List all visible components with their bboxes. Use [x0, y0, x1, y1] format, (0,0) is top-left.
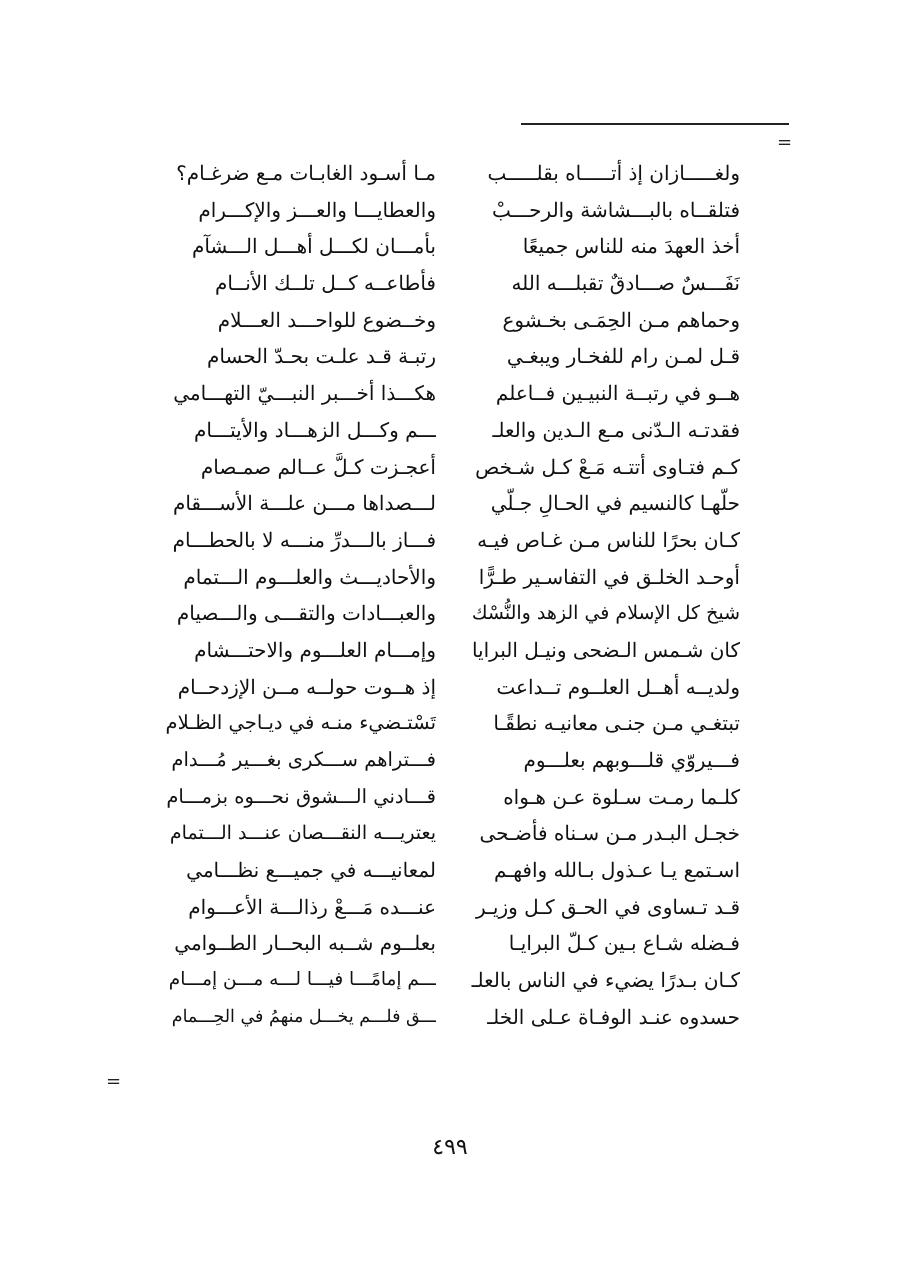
- verse-line: فـضله شـاع بـين كـلّ البرايـا: [508, 931, 740, 956]
- verse-line: أعجـزت كـلَّ عــالم صمـصام: [200, 454, 436, 479]
- verse-line: والأحاديـــث والعلـــوم الـــتمام: [183, 564, 436, 589]
- verse-line: ولغـــــازان إذ أتـــــاه بقلـــــب: [487, 161, 740, 185]
- verse-line: فقدتـه الـدّنى مـع الـدين والعلـ: [492, 417, 740, 442]
- verse-line: حلّهـا كالنسيم في الحـالِ جـلّي: [490, 491, 740, 516]
- verse-line: اسـتمع يـا عـذول بـالله وافهـم: [494, 858, 740, 883]
- verse-line: والعطايـــا والعـــز والإكـــرام: [198, 197, 436, 222]
- verse-line: مـا أسـود الغابـات مـع ضرغـام؟: [176, 161, 436, 185]
- verse-line: وخــضوع للواحـــد العـــلام: [217, 307, 436, 332]
- footnote-separator-line: [521, 123, 789, 125]
- verse-line: شيخ كل الإسلام في الزهد والنُّسْك: [471, 602, 740, 625]
- verse-line: فأطاعــه كــل تلــك الأنــام: [215, 271, 436, 296]
- verse-line: خجـل البـدر مـن سـناه فأضـحى: [479, 821, 740, 846]
- verse-line: بأمـــان لكـــل أهـــل الـــشآم: [191, 234, 436, 259]
- verse-line: هــو في رتبــة النبيـين فــاعلم: [495, 381, 740, 406]
- verse-line: كـم فتـاوى أتتـه مَـعْ كـل شـخص: [475, 454, 740, 479]
- poem-first-hemistich-column: [470, 155, 740, 1036]
- verse-line: فـــتراهم ســـكرى بغـــير مُـــدام: [171, 748, 436, 771]
- verse-line: أوحـد الخلـق في التفاسـير طـرًّا: [478, 564, 740, 589]
- page-number: ٤٩٩: [432, 1135, 468, 1160]
- verse-line: يعتريـــه النقـــصان عنـــد الـــتمام: [169, 822, 436, 845]
- verse-line: كـان بـدرًا يضيء في الناس بالعلـ: [471, 968, 740, 993]
- verse-line: فـــاز بالـــدرِّ منـــه لا بالحطـــام: [172, 527, 436, 552]
- verse-line: كلـما رمـت سـلوة عـن هـواه: [503, 784, 740, 809]
- verse-line: رتبـة قـد علـت بحـدّ الحسام: [207, 344, 436, 369]
- verse-line: وحماهم مـن الحِمَـى بخـشوع: [502, 307, 740, 332]
- verse-line: قـد تـساوى في الحـق كـل وزيـر: [475, 894, 740, 919]
- verse-line: لـــصداها مـــن علـــة الأســـقام: [172, 491, 436, 516]
- verse-line: بعلــوم شــبه البحــار الطــوامي: [174, 931, 436, 956]
- verse-line: ـــم إمامًـــا فيـــا لـــه مـــن إمـــام: [168, 969, 436, 991]
- verse-line: لمعانيـــه في جميـــع نظـــامي: [186, 858, 436, 883]
- verse-line: ـــق فلـــم يخـــل منهمُ في الحِـــمام: [171, 1006, 436, 1027]
- verse-line: فتلقــاه بالبـــشاشة والرحـــبْ: [491, 197, 740, 222]
- verse-line: فـــيروّي قلـــوبهم بعلـــوم: [523, 748, 740, 772]
- verse-line: كـان بحرًا للناس مـن غـاص فيـه: [477, 527, 740, 552]
- verse-line: ـــم وكـــل الزهـــاد والأيتـــام: [194, 417, 436, 442]
- verse-line: والعبـــادات والتقـــى والـــصيام: [176, 601, 436, 626]
- verse-line: أخذ العهدَ منه للناس جميعًا: [522, 234, 740, 259]
- verse-line: عنـــده مَـــعْ رذالـــة الأعـــوام: [188, 894, 436, 919]
- verse-line: حسدوه عنـد الوفـاة عـلى الخلـ: [487, 1004, 740, 1029]
- verse-line: هكـــذا أخـــبر النبـــيّ التهـــامي: [173, 381, 436, 406]
- verse-line: تَسْتـضيء منـه في ديـاجي الظـلام: [166, 711, 436, 735]
- verse-line: قـل لمـن رام للفخـار ويبغـي: [506, 344, 740, 369]
- verse-line: إذ هــوت حولــه مــن الإزدحــام: [177, 674, 436, 699]
- verse-line: نَفَـــسٌ صـــادقٌ تقبلـــه الله: [511, 271, 740, 296]
- poem-second-hemistich-column: [166, 155, 436, 1036]
- verse-line: كان شـمس الـضحى ونيـل البرايا: [471, 637, 740, 662]
- verse-line: ولديــه أهــل العلــوم تــداعت: [496, 674, 740, 699]
- separator-mark-top: =: [777, 132, 793, 153]
- verse-line: وإمـــام العلـــوم والاحتـــشام: [194, 637, 436, 662]
- separator-mark-bottom: =: [106, 1071, 122, 1092]
- verse-line: قـــادني الـــشوق نحـــوه بزمـــام: [166, 784, 436, 808]
- verse-line: تبتغـي مـن جنـى معانيـه نطقًـا: [493, 711, 740, 736]
